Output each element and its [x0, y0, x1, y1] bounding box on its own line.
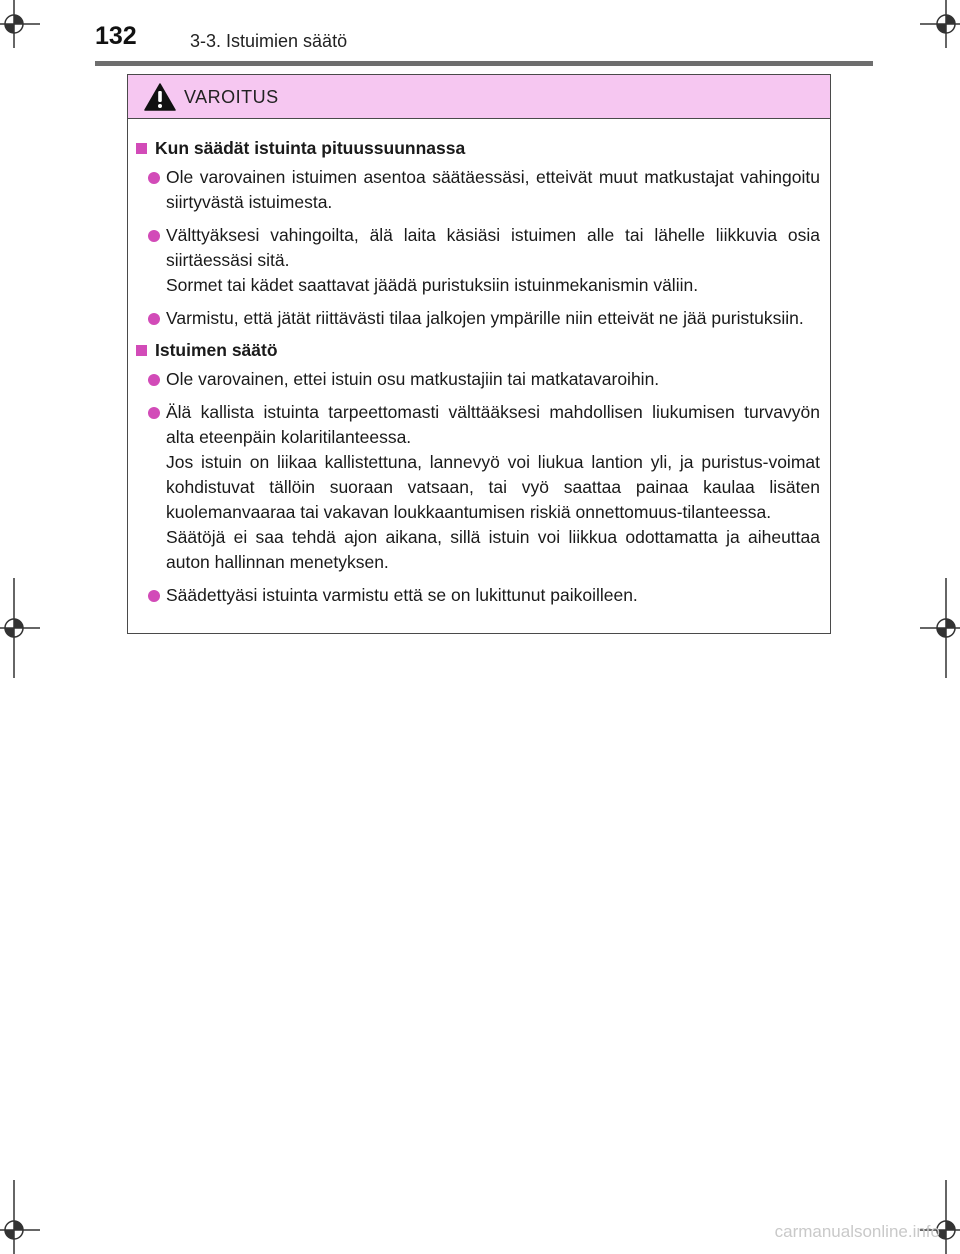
paragraph: Säätöjä ei saa tehdä ajon aikana, sillä istuin voi liikkua odottamatta ja aiheuttaa auton hallinnan menetyksen.	[166, 527, 820, 572]
paragraph: Varmistu, että jätät riittävästi tilaa jalkojen ympärille niin etteivät ne jää puristuksiin.	[166, 308, 804, 328]
page-number: 132	[95, 22, 137, 50]
registration-mark-icon	[0, 578, 40, 678]
square-bullet-icon	[136, 345, 147, 356]
square-bullet-icon	[136, 143, 147, 154]
warning-label: VAROITUS	[184, 87, 279, 107]
section-heading	[136, 339, 822, 361]
list-item	[136, 165, 822, 215]
round-bullet-icon	[148, 374, 160, 386]
list-item	[136, 306, 822, 331]
warning-triangle-icon	[144, 83, 176, 111]
round-bullet-icon	[148, 172, 160, 184]
watermark: carmanualsonline.info	[774, 1222, 940, 1241]
paragraph: Säädettyäsi istuinta varmistu että se on lukittunut paikoilleen.	[166, 585, 638, 605]
round-bullet-icon	[148, 313, 160, 325]
paragraph: Älä kallista istuinta tarpeettomasti välttääksesi mahdollisen liukumisen turvavyön alta eteenpäin kolaritilanteessa.	[166, 402, 820, 447]
paragraph: Ole varovainen istuimen asentoa säätäessäsi, etteivät muut matkustajat vahingoitu siirtyvästä istuimesta.	[166, 167, 820, 212]
section-heading	[136, 137, 822, 159]
list-item	[136, 583, 822, 608]
warning-header	[128, 75, 830, 119]
round-bullet-icon	[148, 590, 160, 602]
list-item	[136, 400, 822, 575]
list-item	[136, 367, 822, 392]
list-item	[136, 223, 822, 298]
warning-body	[128, 119, 830, 608]
paragraph: Jos istuin on liikaa kallistettuna, lannevyö voi liukua lantion yli, ja puristus-voimat kohdistuvat tällöin suoraan vatsaan, tai vyö saattaa painaa kaulaa lisäten kuolemanvaaraa tai vakavan loukkaantumisen riskiä onnettomuus-tilanteessa.	[166, 452, 820, 522]
paragraph: Välttyäksesi vahingoilta, älä laita käsiäsi istuimen alle tai lähelle liikkuvia osia siirtäessäsi sitä.	[166, 225, 820, 270]
registration-mark-icon	[920, 578, 960, 678]
paragraph: Sormet tai kädet saattavat jäädä puristuksiin istuinmekanismin väliin.	[166, 275, 699, 295]
section-title: 3-3. Istuimien säätö	[190, 31, 348, 51]
round-bullet-icon	[148, 407, 160, 419]
section-heading-text: Kun säädät istuinta pituussuunnassa	[155, 138, 466, 158]
header-divider	[95, 61, 873, 66]
warning-box	[127, 74, 831, 634]
registration-mark-icon	[0, 1180, 40, 1254]
section-heading-text: Istuimen säätö	[155, 340, 278, 360]
page-header	[0, 0, 960, 70]
paragraph: Ole varovainen, ettei istuin osu matkustajiin tai matkatavaroihin.	[166, 369, 660, 389]
round-bullet-icon	[148, 230, 160, 242]
registration-mark-icon	[920, 1180, 960, 1254]
